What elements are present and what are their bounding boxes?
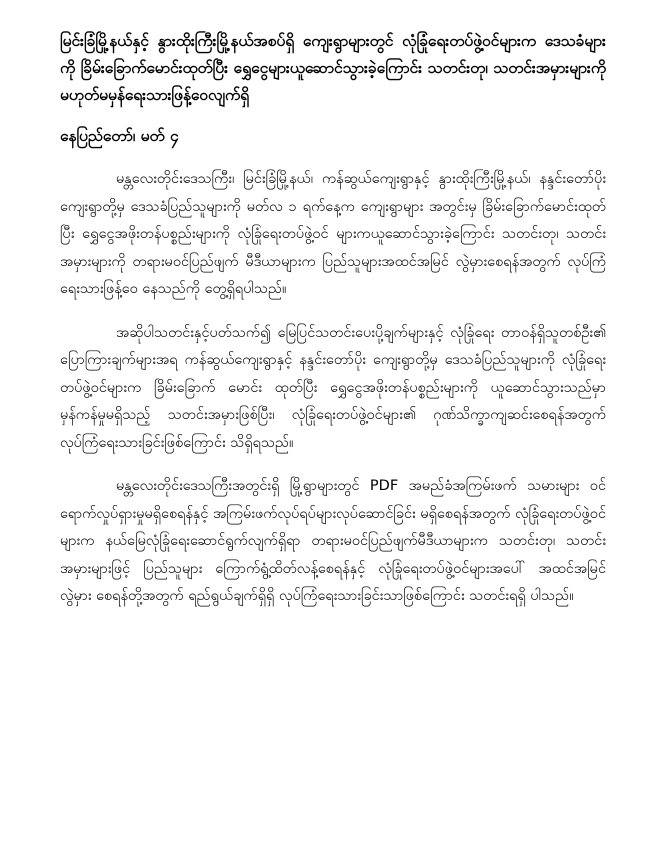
article-paragraph-3: မန္တလေးတိုင်းဒေသကြီးအတွင်းရှိ မြို့ရွာများတွင် PDF အမည်ခံအကြမ်းဖက် သမားများ ဝင်ရောက်လှုပ်ရှားမှုမရှိစေရန်နှင့် အကြမ်းဖက်လုပ်ရပ်များလုပ်ဆောင်ခြင်း မရှိစေရန်အတွက် လုံခြုံရေးတပ်ဖွဲ့ဝင်များက နယ်မြေလုံခြုံရေးဆောင်ရွက်လျက်ရှိရာ တရားမဝင်ပြည်ဖျက်မီဒီယာများက သတင်းတု၊ သတင်းအမှားများဖြင့် ပြည်သူများ ကြောက်ရွံ့ထိတ်လန့်စေရန်နှင့် လုံခြုံရေးတပ်ဖွဲ့ဝင်များအပေါ် အထင်အမြင် လွဲမှား စေရန်တို့အတွက် ရည်ရွယ်ချက်ရှိရှိ လုပ်ကြံရေးသားခြင်းသာဖြစ်ကြောင်း သတင်းရရှိ ပါသည်။ [60, 478, 606, 604]
article-headline: မြင်းခြံမြို့နယ်နှင့် နွားထိုးကြီးမြို့နယ်အစပ်ရှိ ကျေးရွာများတွင် လုံခြုံရေးတပ်ဖွဲ့ဝင်များက ဒေသခံများကို ခြိမ်းခြောက်မောင်းထုတ်ပြီး ရွှေငွေများယူဆောင်သွားခဲ့ကြောင်း သတင်းတု၊ သတင်းအမှားများကို မဟုတ်မမှန်ရေးသားဖြန့်ဝေလျက်ရှိ [60, 32, 606, 104]
article-paragraph-1: မန္တလေးတိုင်းဒေသကြီး၊ မြင်းခြံမြို့နယ်၊ ကန်ဆွယ်ကျေးရွာနှင့် နွားထိုးကြီးမြို့နယ်၊ နန္ဒင်းတော်ပိုးကျေးရွာတို့မှ ဒေသခံပြည်သူများကို မတ်လ ၁ ရက်နေ့က ကျေးရွာများ အတွင်းမှ ခြိမ်းခြောက်မောင်းထုတ်ပြီး ရွှေငွေအဖိုးတန်ပစ္စည်းများကို လုံခြုံရေးတပ်ဖွဲ့ဝင် များကယူဆောင်သွားခဲ့ကြောင်း သတင်းတု၊ သတင်းအမှားများကို တရားမဝင်ပြည်ဖျက် မီဒီယာများက ပြည်သူများအထင်အမြင် လွဲမှားစေရန်အတွက် လုပ်ကြံရေးသားဖြန့်ဝေ နေသည်ကို တွေ့ရှိရပါသည်။ [60, 171, 606, 297]
article-paragraph-2: အဆိုပါသတင်းနှင့်ပတ်သက်၍ မြေပြင်သတင်းပေးပို့ချက်များနှင့် လုံခြုံရေး တာဝန်ရှိသူတစ်ဦး၏ ပြောကြားချက်များအရ ကန်ဆွယ်ကျေးရွာနှင့် နန္ဒင်းတော်ပိုး ကျေးရွာတို့မှ ဒေသခံပြည်သူများကို လုံခြုံရေးတပ်ဖွဲ့ဝင်များက ခြိမ်းခြောက် မောင်း ထုတ်ပြီး ရွှေငွေအဖိုးတန်ပစ္စည်းများကို ယူဆောင်သွားသည်မှာ မှန်ကန်မှုမရှိသည့် သတင်းအမှားဖြစ်ပြီး၊ လုံခြုံရေးတပ်ဖွဲ့ဝင်များ၏ ဂုဏ်သိက္ခာကျဆင်းစေရန်အတွက် လုပ်ကြံရေးသားခြင်းဖြစ်ကြောင်း သိရှိရသည်။ [60, 324, 606, 451]
article-dateline: နေပြည်တော်၊ မတ် ၄ [60, 127, 179, 145]
